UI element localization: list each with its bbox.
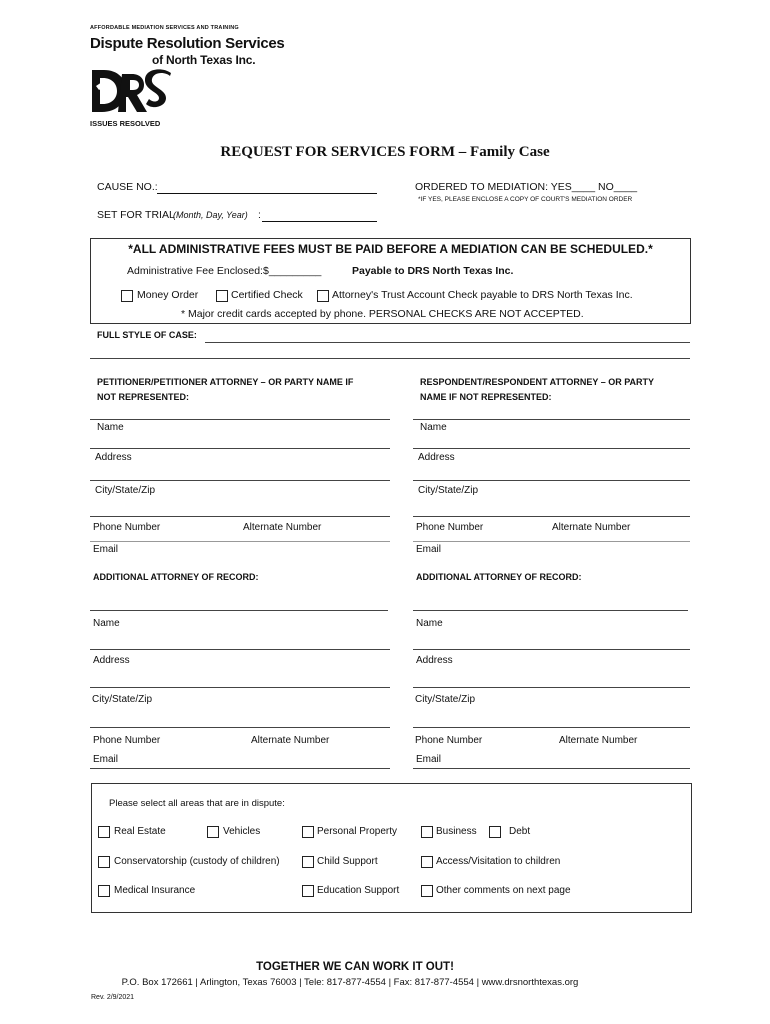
additional-left-name-input[interactable] — [90, 610, 388, 611]
money-order-checkbox[interactable] — [121, 290, 133, 302]
trial-label: SET FOR TRIAL — [97, 209, 175, 221]
additional-left-email-label: Email — [93, 754, 119, 765]
respondent-phone-label: Phone Number — [416, 522, 484, 533]
other-comments-label: Other comments on next page — [436, 885, 571, 896]
petitioner-heading-2: NOT REPRESENTED: — [97, 392, 190, 402]
petitioner-heading: PETITIONER/PETITIONER ATTORNEY – OR PARTY NAME IF — [97, 377, 354, 387]
additional-right-email-label: Email — [416, 754, 442, 765]
petitioner-address-label: Address — [95, 452, 132, 463]
fees-heading: *ALL ADMINISTRATIVE FEES MUST BE PAID BEFORE A MEDIATION CAN BE SCHEDULED.* — [128, 242, 653, 256]
logo-tagline: AFFORDABLE MEDIATION SERVICES AND TRAINING — [90, 25, 239, 31]
additional-left-city-input[interactable] — [90, 687, 390, 688]
payable-to: Payable to DRS North Texas Inc. — [352, 265, 514, 277]
trial-input[interactable] — [262, 221, 377, 222]
business-checkbox[interactable] — [421, 826, 433, 838]
dispute-heading: Please select all areas that are in dispute: — [109, 798, 285, 809]
ordered-label: ORDERED TO MEDIATION: YES____ NO____ — [415, 181, 638, 193]
additional-right-name-input[interactable] — [413, 610, 688, 611]
personal-property-label: Personal Property — [317, 826, 398, 837]
trust-account-label: Attorney's Trust Account Check payable to DRS North Texas Inc. — [332, 289, 633, 301]
real-estate-checkbox[interactable] — [98, 826, 110, 838]
additional-right-phone-input[interactable] — [413, 727, 690, 728]
trial-colon: : — [258, 209, 261, 221]
conservatorship-checkbox[interactable] — [98, 856, 110, 868]
business-label: Business — [436, 826, 477, 837]
certified-check-checkbox[interactable] — [216, 290, 228, 302]
respondent-email-label: Email — [416, 544, 442, 555]
additional-left-alt-label: Alternate Number — [251, 735, 330, 746]
petitioner-name-label: Name — [97, 422, 124, 433]
child-support-label: Child Support — [317, 856, 378, 867]
additional-left-address-label: Address — [93, 655, 130, 666]
additional-left-address-input[interactable] — [90, 649, 390, 650]
certified-check-label: Certified Check — [231, 289, 303, 301]
full-style-input[interactable] — [205, 342, 690, 343]
petitioner-phone-input[interactable] — [90, 516, 390, 517]
footer-motto: TOGETHER WE CAN WORK IT OUT! — [256, 961, 454, 973]
petitioner-phone-label: Phone Number — [93, 522, 161, 533]
access-visitation-label: Access/Visitation to children — [436, 856, 561, 867]
trust-account-checkbox[interactable] — [317, 290, 329, 302]
respondent-heading-2: NAME IF NOT REPRESENTED: — [420, 392, 552, 402]
respondent-address-input[interactable] — [413, 448, 690, 449]
additional-left-heading: ADDITIONAL ATTORNEY OF RECORD: — [93, 572, 259, 582]
petitioner-alt-label: Alternate Number — [243, 522, 322, 533]
additional-right-name-label: Name — [416, 618, 443, 629]
cause-label: CAUSE NO.: — [97, 181, 158, 193]
additional-right-alt-label: Alternate Number — [559, 735, 638, 746]
additional-left-phone-label: Phone Number — [93, 735, 161, 746]
conservatorship-label: Conservatorship (custody of children) — [114, 856, 280, 867]
respondent-address-label: Address — [418, 452, 455, 463]
form-title: REQUEST FOR SERVICES FORM – Family Case — [220, 144, 550, 160]
additional-right-email-input[interactable] — [413, 768, 690, 769]
vehicles-checkbox[interactable] — [207, 826, 219, 838]
respondent-email-divider — [413, 541, 690, 542]
respondent-phone-input[interactable] — [413, 516, 690, 517]
logo-slogan: ISSUES RESOLVED — [90, 119, 161, 128]
cause-input[interactable] — [157, 193, 377, 194]
education-support-checkbox[interactable] — [302, 885, 314, 897]
credit-card-note: * Major credit cards accepted by phone. PERSONAL CHECKS ARE NOT ACCEPTED. — [181, 308, 584, 320]
additional-left-city-label: City/State/Zip — [92, 694, 153, 705]
respondent-alt-label: Alternate Number — [552, 522, 631, 533]
respondent-name-label: Name — [420, 422, 447, 433]
additional-right-address-label: Address — [416, 655, 453, 666]
respondent-heading: RESPONDENT/RESPONDENT ATTORNEY – OR PARTY — [420, 377, 655, 387]
logo-monogram-icon — [88, 66, 174, 118]
debt-checkbox[interactable] — [489, 826, 501, 838]
logo-name-line2: of North Texas Inc. — [152, 53, 256, 67]
petitioner-city-input[interactable] — [90, 480, 390, 481]
education-support-label: Education Support — [317, 885, 400, 896]
vehicles-label: Vehicles — [223, 826, 261, 837]
respondent-city-label: City/State/Zip — [418, 485, 479, 496]
footer-contact: P.O. Box 172661 | Arlington, Texas 76003 | Tele: 817-877-4554 | Fax: 817-877-4554 | www.drsnorthtexas.org — [121, 977, 579, 988]
additional-left-phone-input[interactable] — [90, 727, 390, 728]
trial-hint: (Month, Day, Year) — [173, 210, 248, 220]
debt-label: Debt — [509, 826, 531, 837]
additional-right-city-label: City/State/Zip — [415, 694, 476, 705]
medical-insurance-label: Medical Insurance — [114, 885, 196, 896]
additional-right-city-input[interactable] — [413, 687, 690, 688]
logo-name-line1: Dispute Resolution Services — [90, 35, 285, 52]
respondent-name-input[interactable] — [413, 419, 690, 420]
personal-property-checkbox[interactable] — [302, 826, 314, 838]
full-style-label: FULL STYLE OF CASE: — [97, 330, 197, 340]
petitioner-email-divider — [90, 541, 390, 542]
additional-right-phone-label: Phone Number — [415, 735, 483, 746]
petitioner-address-input[interactable] — [90, 448, 390, 449]
additional-left-name-label: Name — [93, 618, 120, 629]
additional-right-heading: ADDITIONAL ATTORNEY OF RECORD: — [416, 572, 582, 582]
logo — [88, 24, 288, 132]
petitioner-name-input[interactable] — [90, 419, 390, 420]
other-comments-checkbox[interactable] — [421, 885, 433, 897]
revision-date: Rev. 2/9/2021 — [91, 994, 135, 1001]
child-support-checkbox[interactable] — [302, 856, 314, 868]
fee-enclosed-label: Administrative Fee Enclosed:$_________ — [127, 265, 322, 277]
medical-insurance-checkbox[interactable] — [98, 885, 110, 897]
access-visitation-checkbox[interactable] — [421, 856, 433, 868]
additional-left-email-input[interactable] — [90, 768, 390, 769]
real-estate-label: Real Estate — [114, 826, 166, 837]
petitioner-city-label: City/State/Zip — [95, 485, 156, 496]
full-style-input-2[interactable] — [90, 358, 690, 359]
respondent-city-input[interactable] — [413, 480, 690, 481]
money-order-label: Money Order — [137, 289, 199, 301]
ordered-note: *IF YES, PLEASE ENCLOSE A COPY OF COURT'S MEDIATION ORDER — [418, 196, 633, 203]
petitioner-email-label: Email — [93, 544, 119, 555]
additional-right-address-input[interactable] — [413, 649, 690, 650]
